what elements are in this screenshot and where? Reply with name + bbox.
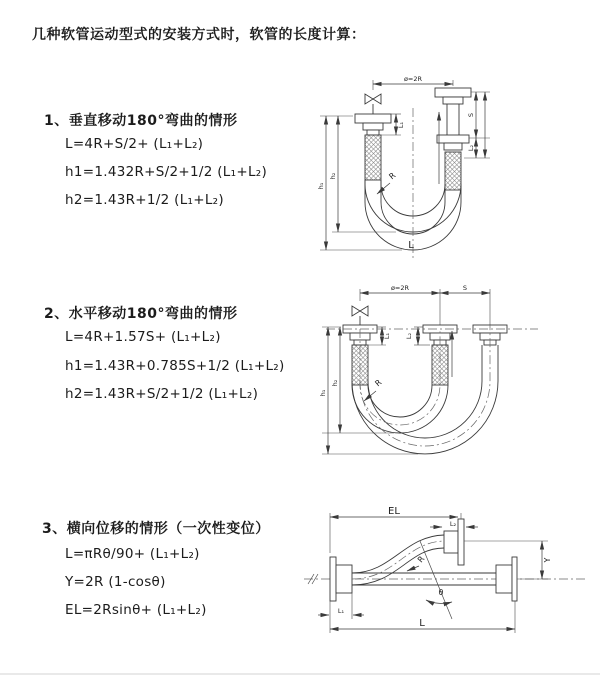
diagram-vertical-180-bend [306,68,532,264]
left-fitting [330,557,352,601]
dim-label-l2: L₂ [449,520,457,528]
dim-label-h2: h₂ [329,172,337,180]
hose-displaced-position [352,519,464,585]
left-fitting [355,114,391,180]
formula-line: L=4R+S/2+ (L₁+L₂) [65,136,204,152]
angle-arc [426,600,452,603]
braid-section [445,152,461,190]
dim-label-r: R [373,377,384,389]
formula-line: L=4R+1.57S+ (L₁+L₂) [65,329,221,345]
dim-label-l1: L₁ [337,607,345,615]
dim-label-h1: h₁ [317,182,325,190]
formula-line: L=πRθ/90+ (L₁+L₂) [65,546,200,562]
dim-label-l2: L₂ [467,144,475,152]
formula-line: h2=1.43R+S/2+1/2 (L₁+L₂) [65,386,259,402]
diagram-horizontal-180-bend [318,281,548,461]
section-3-heading: 3、横向位移的情形（一次性变位） [42,521,270,537]
dim-label-r: R [387,170,398,182]
dim-label-s: S [467,112,475,118]
formula-line: EL=2Rsinθ+ (L₁+L₂) [65,602,207,618]
dim-label-l: L [419,618,425,629]
page-title: 几种软管运动型式的安装方式时，软管的长度计算： [32,27,366,43]
dim-label-span: ø=2R [403,75,423,83]
diagram-lateral-displacement [300,503,592,645]
dim-label-l1: L₁ [383,332,391,340]
braid-section [365,135,381,180]
valve-icon [365,94,381,114]
right-fitting [435,88,471,190]
dim-label-l2: L₂ [405,332,413,340]
dim-label-h1: h₁ [319,389,327,397]
valve-icon [352,306,368,325]
dim-label-y: Y [543,557,552,563]
formula-line: Y=2R (1-cosθ) [65,574,166,590]
dim-label-s: S [462,284,468,292]
dim-label-r: R [415,554,427,565]
dim-label-el: EL [388,506,400,517]
section-1-heading: 1、垂直移动180°弯曲的情形 [44,113,238,129]
formula-line: h1=1.432R+S/2+1/2 (L₁+L₂) [65,164,268,180]
dim-label-l: L [408,240,414,251]
dim-label-theta: θ [438,588,444,597]
formula-line: h1=1.43R+0.785S+1/2 (L₁+L₂) [65,358,285,374]
section-2-heading: 2、水平移动180°弯曲的情形 [44,306,238,322]
dim-label-l1: L₁ [397,121,405,129]
formula-line: h2=1.43R+1/2 (L₁+L₂) [65,192,224,208]
dim-label-span: ø=2R [390,284,410,292]
hose-curves [352,325,498,454]
dim-label-h2: h₂ [331,379,339,387]
